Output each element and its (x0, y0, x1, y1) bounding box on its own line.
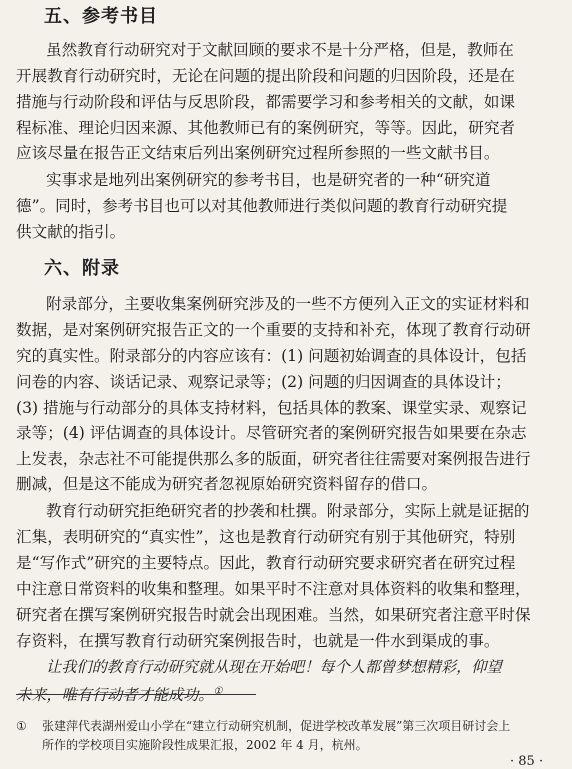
footnote-marker: ① (16, 719, 27, 733)
text-line: 究的真实性。附录部分的内容应该有：(1) 问题初始调查的具体设计，包括 (16, 347, 527, 365)
text-line: 供文献的指引。 (16, 223, 126, 241)
section-heading-references: 五、参考书目 (44, 6, 158, 27)
text-line: 虽然教育行动研究对于文献回顾的要求不是十分严格，但是，教师在 (46, 41, 514, 59)
text-line: 删减，但是这不能成为研究者忽视原始研究资料留存的借口。 (16, 475, 438, 493)
text-line: 上发表，杂志社不可能提供那么多的版面，研究者往往需要对案例报告进行 (16, 450, 531, 468)
footnote-ref: ① (213, 686, 223, 697)
text-line: 存资料，在撰写教育行动研究案例报告时，也就是一件水到渠成的事。 (16, 632, 500, 650)
text-line: 实事求是地列出案例研究的参考书目，也是研究者的一种“研究道 (46, 171, 491, 189)
text-line: 开展教育行动研究时，无论在问题的提出阶段和问题的归因阶段，还是在 (16, 67, 516, 85)
footnote-line: 所作的学校项目实施阶段性成果汇报，2002 年 4 月，杭州。 (42, 738, 368, 752)
section-heading-appendix: 六、附录 (44, 258, 120, 279)
text-line: (3) 措施与行动部分的具体支持材料，包括具体的教案、课堂实录、观察记 (16, 399, 527, 417)
footnote-line: 张建萍代表湖州爱山小学在“建立行动研究机制，促进学校改革发展”第三次项目研讨会上 (42, 719, 511, 733)
closing-line: 让我们的教育行动研究就从现在开始吧！每个人都曾梦想精彩，仰望 (46, 658, 502, 676)
closing-line: 未来，唯有行动者才能成功。① (16, 686, 223, 705)
footnote-divider (16, 694, 256, 695)
text-line: 附录部分，主要收集案例研究涉及的一些不方便列入正文的实证材料和 (46, 295, 530, 313)
text-line: 录等；(4) 评估调查的具体设计。尽管研究者的案例研究报告如果要在杂志 (16, 424, 527, 442)
text-line: 是“写作式”研究的主要特点。因此，教育行动研究要求研究者在研究过程 (16, 554, 516, 572)
text-line: 汇集，表明研究的“真实性”，这也是教育行动研究有别于其他研究，特别 (16, 528, 516, 546)
text-line: 研究者在撰写案例研究报告时就会出现困难。当然，如果研究者注意平时保 (16, 606, 531, 624)
text-line: 中注意日常资料的收集和整理。如果平时不注意对具体资料的收集和整理， (16, 580, 531, 598)
text-line: 问卷的内容、谈话记录、观察记录等；(2) 问题的归因调查的具体设计； (16, 373, 511, 391)
text-line: 应该尽量在报告正文结束后列出案例研究过程所参照的一些文献书目。 (16, 144, 500, 162)
text-line: 措施与行动阶段和评估与反思阶段，都需要学习和参考相关的文献，如课 (16, 93, 516, 111)
page-number: · 85 · (510, 754, 544, 769)
text-line: 教育行动研究拒绝研究者的抄袭和杜撰。附录部分，实际上就是证据的 (46, 502, 530, 520)
text-line: 数据，是对案例研究报告正文的一个重要的支持和补充，体现了教育行动研 (16, 321, 531, 339)
text-line: 德”。同时，参考书目也可以对其他教师进行类似问题的教育行动研究提 (16, 197, 508, 215)
text-line: 程标准、理论归因来源、其他教师已有的案例研究，等等。因此，研究者 (16, 119, 516, 137)
